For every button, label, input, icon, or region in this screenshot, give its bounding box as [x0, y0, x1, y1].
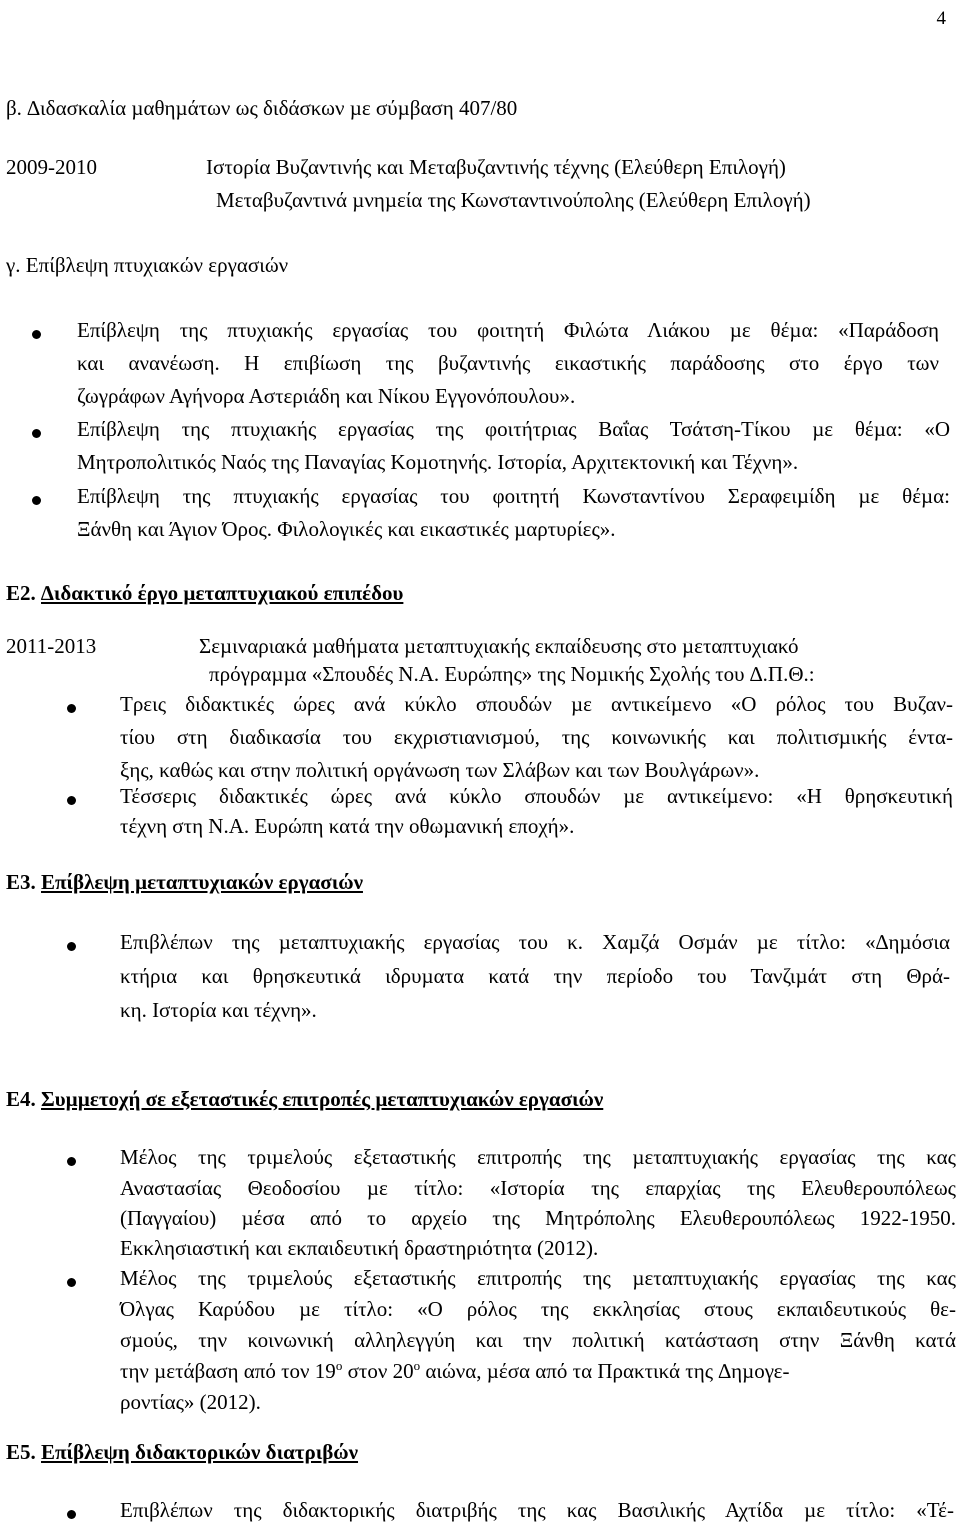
bullet-icon	[67, 1510, 76, 1519]
section-e3-title: Επίβλεψη µεταπτυχιακών εργασιών	[41, 870, 363, 894]
section-e3-item-1-line-2: κτήρια και θρησκευτικά ιδρυµατα κατά την περίοδο του Τανζιµάτ στη Θρά-	[120, 964, 950, 988]
section-g-item-3-line-2: Ξάνθη και Άγιον Όρος. Φιλολογικές και εικαστικές µαρτυρίες».	[77, 517, 616, 541]
section-e2-prefix: Ε2.	[6, 581, 36, 605]
section-e2-item-1-line-2: τίου στη διαδικασία του εκχριστιανισµού, της κοινωνικής και πολιτισµικής έντα-	[120, 725, 953, 749]
section-e4-item-1-line-3: (Παγγαίου) µέσα από το αρχείο της Μητρόπολης Ελευθερουπόλεως 1922-1950.	[120, 1206, 956, 1230]
line-4-part-a: την µετάβαση από τον 19	[120, 1359, 336, 1383]
bullet-icon	[32, 330, 41, 339]
bullet-icon	[67, 796, 76, 805]
section-b-course-1: Ιστορία Βυζαντινής και Μεταβυζαντινής τέχνης (Ελεύθερη Επιλογή)	[206, 155, 786, 179]
section-e5-prefix: Ε5.	[6, 1440, 36, 1464]
section-g-item-1-line-1: Επίβλεψη της πτυχιακής εργασίας του φοιτητή Φιλώτα Λιάκου µε θέµα: «Παράδοση	[77, 318, 939, 342]
section-e4-item-2-line-4	[120, 1359, 789, 1384]
section-g-item-3-line-1: Επίβλεψη της πτυχιακής εργασίας του φοιτητή Κωνσταντίνου Σεραφειµίδη µε θέµα:	[77, 484, 950, 508]
section-e2-item-1-line-1: Τρεις διδακτικές ώρες ανά κύκλο σπουδών µε αντικείµενο «Ο ρόλος του Βυζαν-	[120, 692, 953, 716]
section-e5-title: Επίβλεψη διδακτορικών διατριβών	[41, 1440, 359, 1464]
page-number: 4	[936, 8, 946, 29]
section-b-year: 2009-2010	[6, 155, 97, 179]
section-e4-item-2-line-5: ροντίας» (2012).	[120, 1390, 261, 1414]
section-e2-item-2-line-1: Τέσσερις διδακτικές ώρες ανά κύκλο σπουδών µε αντικείµενο: «Η θρησκευτική	[120, 784, 953, 808]
section-e4-prefix: Ε4.	[6, 1087, 36, 1111]
section-e4-item-1-line-2: Αναστασίας Θεοδοσίου µε τίτλο: «Ιστορία της επαρχίας της Ελευθερουπόλεως	[120, 1176, 956, 1200]
section-g-item-2-line-1: Επίβλεψη της πτυχιακής εργασίας της φοιτήτριας Βαΐας Τσάτση-Τίκου µε θέµα: «Ο	[77, 417, 950, 441]
superscript-2: ο	[413, 1358, 421, 1373]
section-e4-item-1-line-1: Μέλος της τριµελούς εξεταστικής επιτροπής της µεταπτυχιακής εργασίας της κας	[120, 1145, 956, 1169]
section-g-title: γ. Επίβλεψη πτυχιακών εργασιών	[6, 253, 289, 277]
superscript-1: ο	[335, 1358, 343, 1373]
section-e2-item-1-line-3: ξης, καθώς και στην πολιτική οργάνωση των Σλάβων και των Βουλγάρων».	[120, 758, 760, 782]
section-e3-item-1-line-3: κη. Ιστορία και τέχνη».	[120, 998, 317, 1022]
bullet-icon	[32, 496, 41, 505]
section-e5-heading	[6, 1440, 358, 1465]
section-e2-year: 2011-2013	[6, 634, 97, 658]
section-g-item-1-line-2: και ανανέωση. Η επιβίωση της βυζαντινής εικαστικής παράδοσης στο έργο των	[77, 351, 939, 375]
section-e4-item-2-line-3: σµούς, την κοινωνική αλληλεγγύη και την πολιτική κατάσταση στην Ξάνθη κατά	[120, 1328, 956, 1352]
bullet-icon	[67, 942, 76, 951]
section-g-item-2-line-2: Μητροπολιτικός Ναός της Παναγίας Κοµοτηνής. Ιστορία, Αρχιτεκτονική και Τέχνη».	[77, 450, 799, 474]
section-e3-heading	[6, 870, 363, 895]
bullet-icon	[67, 704, 76, 713]
section-e2-item-2-line-2: τέχνη στη Ν.Α. Ευρώπη κατά την οθωµανική εποχή».	[120, 814, 575, 838]
section-e2-heading	[6, 581, 403, 606]
section-e2-desc-2: πρόγραµµα «Σπουδές Ν.Α. Ευρώπης» της Νοµικής Σχολής του ∆.Π.Θ.:	[209, 662, 815, 686]
bullet-icon	[67, 1278, 76, 1287]
section-e5-item-1-line-1: Επιβλέπων της διδακτορικής διατριβής της κας Βασιλικής Αχτίδα µε τίτλο: «Τέ-	[120, 1498, 954, 1522]
section-e3-item-1-line-1: Επιβλέπων της µεταπτυχιακής εργασίας του κ. Χαµζά Οσµάν µε τίτλο: «∆ηµόσια	[120, 930, 950, 954]
bullet-icon	[32, 429, 41, 438]
line-4-part-b: στον 20	[342, 1359, 414, 1383]
section-e4-item-2-line-1: Μέλος της τριµελούς εξεταστικής επιτροπής της µεταπτυχιακής εργασίας της κας	[120, 1266, 956, 1290]
section-g-item-1-line-3: ζωγράφων Αγήνορα Αστεριάδη και Νίκου Εγγονόπουλου».	[77, 384, 576, 408]
line-4-part-c: αιώνα, µέσα από τα Πρακτικά της ∆ηµογε-	[420, 1359, 790, 1383]
section-e4-item-1-line-4: Εκκλησιαστική και εκπαιδευτική δραστηριότητα (2012).	[120, 1236, 599, 1260]
section-e2-desc-1: Σεµιναριακά µαθήµατα µεταπτυχιακής εκπαίδευσης στο µεταπτυχιακό	[199, 634, 799, 658]
bullet-icon	[67, 1157, 76, 1166]
section-e4-heading	[6, 1087, 603, 1112]
section-b-course-2: Μεταβυζαντινά µνηµεία της Κωνσταντινούπολης (Ελεύθερη Επιλογή)	[216, 188, 811, 212]
section-e4-item-2-line-2: Όλγας Καρύδου µε τίτλο: «Ο ρόλος της εκκλησίας στους εκπαιδευτικούς θε-	[120, 1297, 956, 1321]
section-e4-title: Συµµετοχή σε εξεταστικές επιτροπές µεταπτυχιακών εργασιών	[41, 1087, 604, 1111]
section-e3-prefix: Ε3.	[6, 870, 36, 894]
section-e2-title: ∆ιδακτικό έργο µεταπτυχιακού επιπέδου	[41, 581, 404, 605]
section-b-title: β. ∆ιδασκαλία µαθηµάτων ως διδάσκων µε σύµβαση 407/80	[6, 96, 518, 120]
